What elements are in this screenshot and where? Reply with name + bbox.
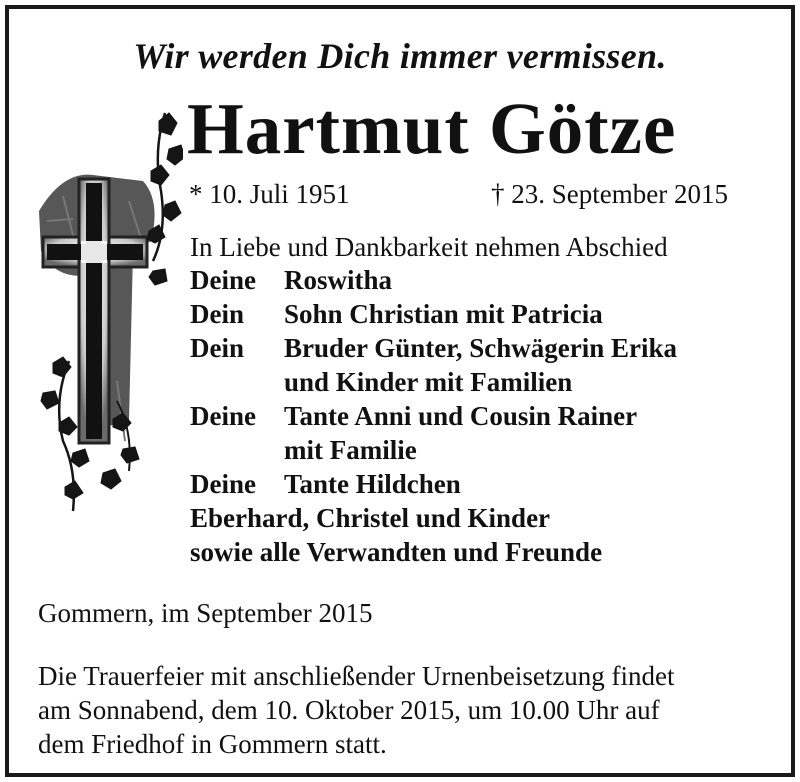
ceremony-line: dem Friedhof in Gommern statt. (38, 729, 387, 759)
mourner-names: mit Familie (284, 435, 417, 465)
mourner-names: Sohn Christian mit Patricia (284, 299, 603, 329)
mourner-relation: Dein (190, 333, 244, 363)
motto-heading: Wir werden Dich immer vermissen. (133, 36, 667, 76)
mourner-names: Eberhard, Christel und Kinder (190, 503, 551, 533)
mourner-relation: Deine (190, 469, 256, 499)
mourner-relation: Dein (190, 299, 244, 329)
mourner-relation: Deine (190, 401, 256, 431)
place-date: Gommern, im September 2015 (38, 598, 373, 628)
mourner-relation: Deine (190, 265, 256, 295)
mourner-names: und Kinder mit Familien (284, 367, 573, 397)
mourner-names: Tante Hildchen (284, 469, 461, 499)
mourner-names: Tante Anni und Cousin Rainer (284, 401, 638, 431)
farewell-intro: In Liebe und Dankbarkeit nehmen Abschied (190, 232, 668, 262)
obituary-notice (5, 5, 795, 777)
mourner-names: Roswitha (284, 265, 393, 295)
cross-ivy-illustration (33, 101, 183, 521)
ceremony-line: Die Trauerfeier mit anschließender Urnenbeisetzung findet (38, 661, 675, 691)
birth-date: * 10. Juli 1951 (189, 179, 350, 209)
ceremony-info (38, 659, 675, 761)
death-date: † 23. September 2015 (491, 179, 728, 209)
ceremony-line: am Sonnabend, dem 10. Oktober 2015, um 10.00 Uhr auf (38, 695, 660, 725)
mourner-names: Bruder Günter, Schwägerin Erika (284, 333, 678, 363)
deceased-name: Hartmut Götze (187, 88, 677, 169)
mourner-names: sowie alle Verwandten und Freunde (190, 537, 603, 567)
